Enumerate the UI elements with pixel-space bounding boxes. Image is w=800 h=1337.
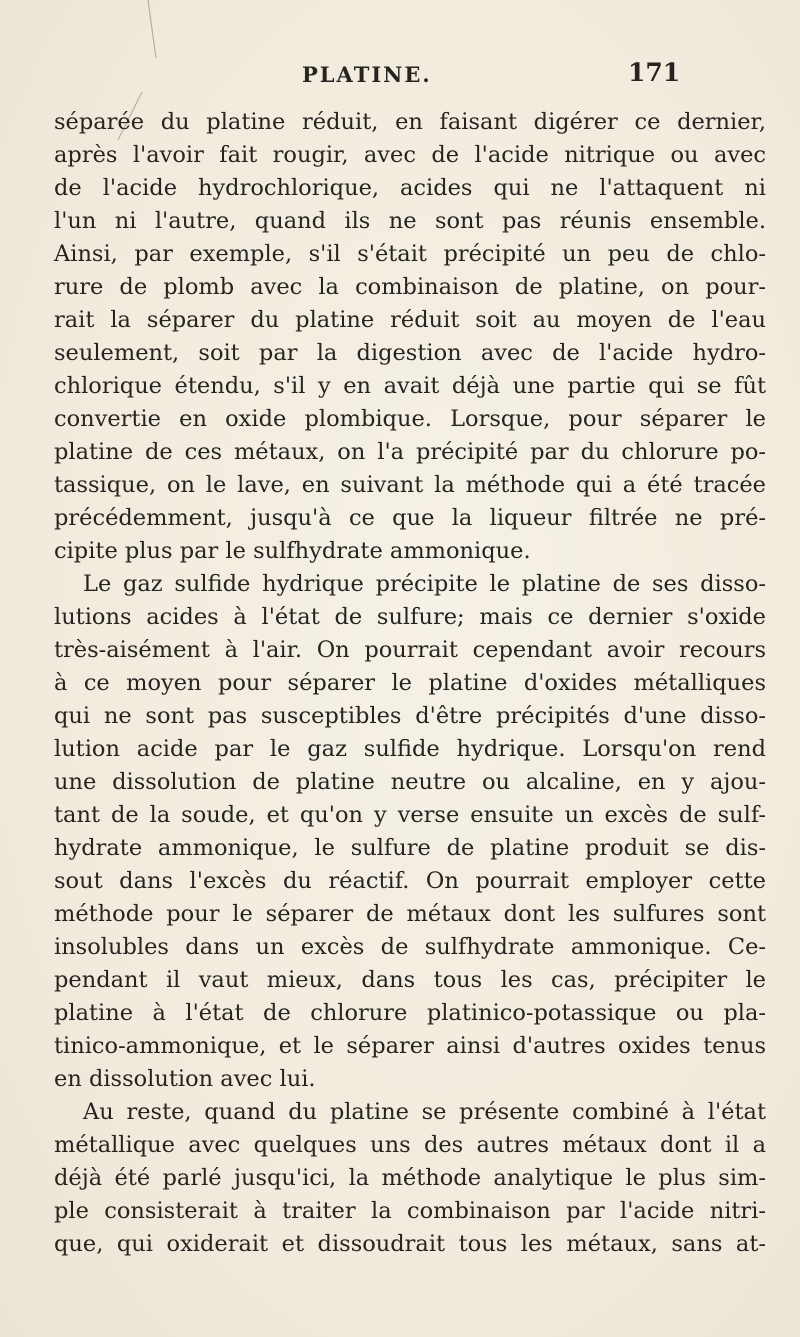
paragraph-first-line: Le gaz sulfide hydrique précipite le platine de ses disso- [83, 571, 766, 597]
text-line: convertie en oxide plombique. Lorsque, pour séparer le [54, 406, 766, 432]
text-line: en dissolution avec lui. [54, 1066, 316, 1092]
page-header [0, 56, 800, 96]
paragraph-first-line: Au reste, quand du platine se présente combiné à l'état [83, 1099, 766, 1125]
text-line: Ainsi, par exemple, s'il s'était précipité un peu de chlo- [54, 241, 766, 267]
body-text [54, 106, 766, 1261]
text-line: l'un ni l'autre, quand ils ne sont pas réunis ensemble. [54, 208, 766, 234]
text-line: métallique avec quelques uns des autres métaux dont il a [54, 1132, 766, 1158]
text-line: de l'acide hydrochlorique, acides qui ne l'attaquent ni [54, 175, 766, 201]
page-number: 171 [628, 58, 681, 87]
text-line: insolubles dans un excès de sulfhydrate ammonique. Ce- [54, 934, 766, 960]
text-line: seulement, soit par la digestion avec de l'acide hydro- [54, 340, 766, 366]
text-line: séparée du platine réduit, en faisant digérer ce dernier, [54, 109, 766, 135]
text-line: très-aisément à l'air. On pourrait cependant avoir recours [54, 637, 766, 663]
text-line: méthode pour le séparer de métaux dont les sulfures sont [54, 901, 766, 927]
text-line: tant de la soude, et qu'on y verse ensuite un excès de sulf- [54, 802, 766, 828]
text-line: tassique, on le lave, en suivant la méthode qui a été tracée [54, 472, 766, 498]
text-line: hydrate ammonique, le sulfure de platine produit se dis- [54, 835, 766, 861]
text-line: à ce moyen pour séparer le platine d'oxides métalliques [54, 670, 766, 696]
text-line: une dissolution de platine neutre ou alcaline, en y ajou- [54, 769, 766, 795]
text-line: que, qui oxiderait et dissoudrait tous les métaux, sans at- [54, 1231, 766, 1257]
text-line: précédemment, jusqu'à ce que la liqueur filtrée ne pré- [54, 505, 766, 531]
text-line: ple consisterait à traiter la combinaison par l'acide nitri- [54, 1198, 766, 1224]
text-line: cipite plus par le sulfhydrate ammonique. [54, 538, 531, 564]
text-line: lution acide par le gaz sulfide hydrique. Lorsqu'on rend [54, 736, 766, 762]
text-line: chlorique étendu, s'il y en avait déjà une partie qui se fût [54, 373, 766, 399]
text-line: platine à l'état de chlorure platinico-potassique ou pla- [54, 1000, 766, 1026]
text-line: lutions acides à l'état de sulfure; mais ce dernier s'oxide [54, 604, 766, 630]
text-line: tinico-ammonique, et le séparer ainsi d'autres oxides tenus [54, 1033, 766, 1059]
text-line: platine de ces métaux, on l'a précipité par du chlorure po- [54, 439, 766, 465]
text-line: pendant il vaut mieux, dans tous les cas, précipiter le [54, 967, 766, 993]
text-line: après l'avoir fait rougir, avec de l'acide nitrique ou avec [54, 142, 766, 168]
text-line: sout dans l'excès du réactif. On pourrait employer cette [54, 868, 766, 894]
text-line: déjà été parlé jusqu'ici, la méthode analytique le plus sim- [54, 1165, 766, 1191]
text-line: rait la séparer du platine réduit soit au moyen de l'eau [54, 307, 766, 333]
text-line: rure de plomb avec la combinaison de platine, on pour- [54, 274, 766, 300]
running-head: PLATINE. [302, 62, 432, 87]
text-line: qui ne sont pas susceptibles d'être précipités d'une disso- [54, 703, 766, 729]
